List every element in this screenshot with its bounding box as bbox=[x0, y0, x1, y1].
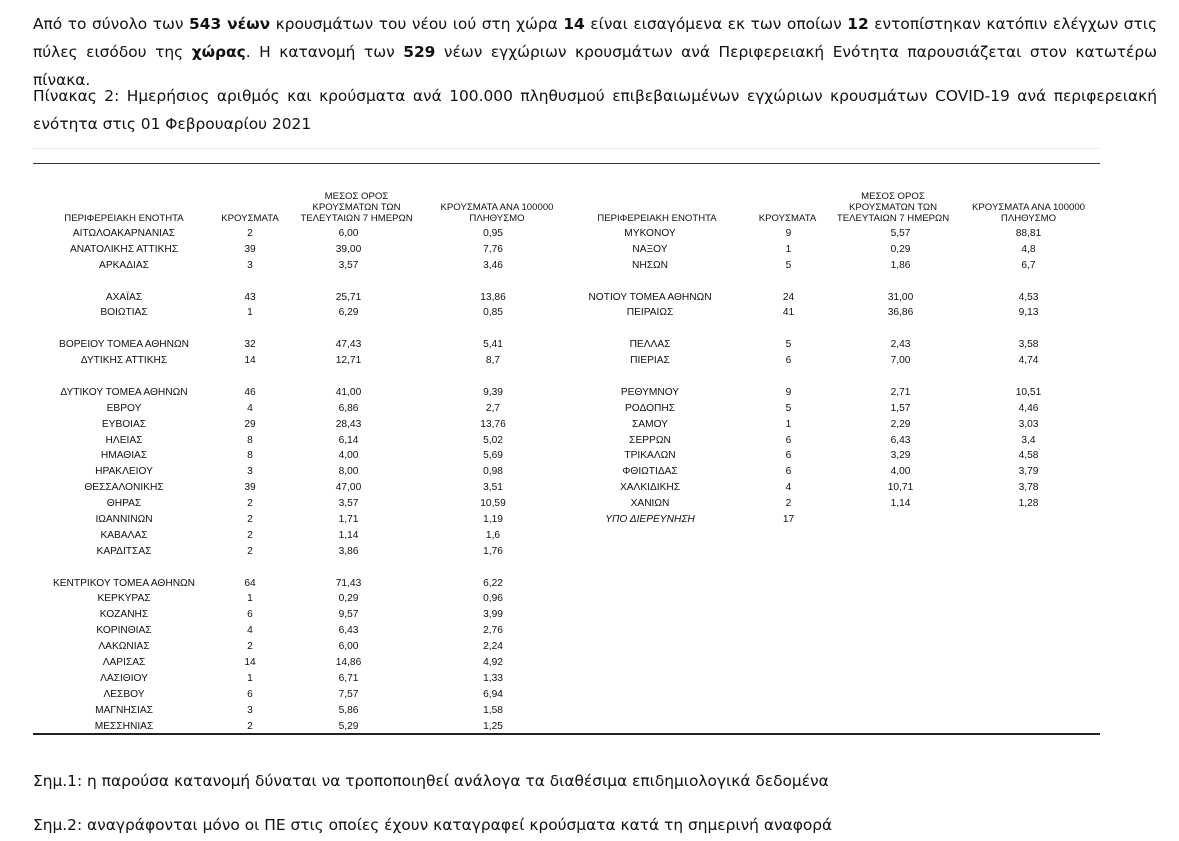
cell-per: 10,51 bbox=[1015, 386, 1042, 398]
cell-per: 3,4 bbox=[1021, 434, 1036, 446]
cell-avg: 6,00 bbox=[338, 228, 359, 239]
right-table-body bbox=[565, 226, 1098, 528]
table-row bbox=[33, 544, 574, 560]
cell-name: ΘΗΡΑΣ bbox=[106, 498, 142, 510]
cell-name: ΥΠΟ ΔΙΕΡΕΥΝΗΣΗ bbox=[605, 514, 695, 526]
cell-cases: 1 bbox=[247, 593, 253, 605]
cell-cases: 9 bbox=[785, 386, 792, 398]
spacer-row bbox=[33, 321, 574, 337]
cell-name: ΤΡΙΚΑΛΩΝ bbox=[624, 450, 676, 462]
cell-per bbox=[959, 512, 1098, 528]
intro-text: είναι εισαγόμενα εκ των οποίων bbox=[584, 15, 848, 33]
table-row bbox=[33, 639, 574, 655]
cell-per: 13,76 bbox=[480, 418, 506, 430]
cell-name: ΠΙΕΡΙΑΣ bbox=[630, 355, 670, 367]
table-row bbox=[33, 448, 574, 464]
cell-cases: 32 bbox=[244, 339, 256, 351]
cell-avg: 47,43 bbox=[335, 339, 362, 351]
cell-per: 4,46 bbox=[1018, 402, 1039, 414]
cell-cases: 6 bbox=[247, 609, 253, 621]
cell-name: ΡΕΘΥΜΝΟΥ bbox=[620, 386, 680, 398]
cell-per: 0,85 bbox=[483, 307, 503, 319]
cell-avg: 41,00 bbox=[335, 386, 362, 398]
cell-per: 4,58 bbox=[1018, 450, 1039, 462]
cell-avg: 4,00 bbox=[890, 466, 911, 478]
cell-per: 4,74 bbox=[1018, 355, 1039, 367]
cell-cases: 6 bbox=[247, 688, 253, 700]
cell-avg: 31,00 bbox=[887, 291, 914, 303]
cell-avg: 5,29 bbox=[338, 720, 359, 732]
cell-avg: 5,86 bbox=[338, 704, 359, 716]
intro-imported-cases: 14 bbox=[563, 15, 585, 33]
table-row bbox=[33, 433, 574, 449]
table-row bbox=[565, 480, 1098, 496]
cell-cases: 8 bbox=[247, 434, 253, 446]
table-row bbox=[565, 401, 1098, 417]
header-avg-right: ΜΕΣΟΣ ΟΡΟΣ ΚΡΟΥΣΜΑΤΩΝ ΤΩΝ ΤΕΛΕΥΤΑΙΩΝ 7 ΗΜΕΡΩΝ bbox=[836, 191, 950, 224]
cell-cases: 64 bbox=[244, 577, 256, 589]
spacer-row bbox=[565, 369, 1098, 385]
note-1: Σημ.1: η παρούσα κατανομή δύναται να τροποποιηθεί ανάλογα τα διαθέσιμα επιδημιολογικά δεδομένα bbox=[33, 772, 829, 790]
cell-avg: 7,00 bbox=[890, 355, 911, 367]
cell-cases: 4 bbox=[247, 625, 253, 637]
table-row bbox=[33, 655, 574, 671]
table-row bbox=[33, 401, 574, 417]
cell-name: ΧΑΝΙΩΝ bbox=[630, 498, 670, 510]
cell-avg: 0,29 bbox=[338, 593, 359, 605]
cell-per: 3,58 bbox=[1018, 339, 1039, 351]
cell-name: ΠΕΙΡΑΙΩΣ bbox=[626, 307, 674, 319]
cell-avg: 9,57 bbox=[338, 609, 359, 621]
cell-name: ΕΒΡΟΥ bbox=[106, 402, 142, 414]
cell-name: ΦΘΙΩΤΙΔΑΣ bbox=[622, 466, 678, 478]
cell-per: 1,25 bbox=[483, 720, 503, 732]
cell-name: ΚΟΖΑΝΗΣ bbox=[99, 609, 149, 621]
cell-per: 3,51 bbox=[483, 482, 503, 494]
cell-avg: 1,57 bbox=[890, 402, 911, 414]
cell-per: 9,39 bbox=[483, 386, 503, 398]
cell-per: 4,92 bbox=[483, 657, 503, 669]
table-row bbox=[33, 305, 574, 321]
cell-cases: 14 bbox=[244, 657, 256, 669]
table-row bbox=[565, 433, 1098, 449]
cell-per: 1,58 bbox=[483, 704, 503, 716]
cell-name: ΜΕΣΣΗΝΙΑΣ bbox=[94, 720, 154, 732]
cell-avg: 36,86 bbox=[887, 307, 914, 319]
cell-name: ΒΟΙΩΤΙΑΣ bbox=[100, 307, 148, 319]
cell-per: 6,94 bbox=[483, 688, 503, 700]
cell-cases: 43 bbox=[244, 291, 256, 303]
table-row bbox=[33, 417, 574, 433]
cell-cases: 6 bbox=[785, 466, 792, 478]
cell-cases: 2 bbox=[247, 529, 253, 541]
cell-name: ΑΧΑΪΑΣ bbox=[105, 291, 143, 303]
cell-avg: 1,14 bbox=[890, 498, 911, 510]
cell-per: 2,76 bbox=[483, 625, 503, 637]
cell-avg: 1,14 bbox=[338, 529, 359, 541]
cell-per: 88,81 bbox=[1015, 228, 1042, 239]
table-row bbox=[33, 576, 574, 592]
table-row bbox=[33, 496, 574, 512]
cell-avg: 3,86 bbox=[338, 545, 359, 557]
cell-cases: 4 bbox=[247, 402, 253, 414]
cell-per: 3,03 bbox=[1018, 418, 1039, 430]
table-row bbox=[565, 305, 1098, 321]
cell-cases: 2 bbox=[247, 498, 253, 510]
cell-avg: 4,00 bbox=[338, 450, 359, 462]
table-row bbox=[33, 512, 574, 528]
cell-avg: 6,86 bbox=[338, 402, 359, 414]
cell-name: ΘΕΣΣΑΛΟΝΙΚΗΣ bbox=[84, 482, 164, 494]
cell-avg: 6,71 bbox=[338, 672, 359, 684]
cell-cases: 24 bbox=[782, 291, 795, 303]
table-row bbox=[33, 687, 574, 703]
cell-per: 0,98 bbox=[483, 466, 503, 478]
cell-per: 9,13 bbox=[1018, 307, 1039, 319]
cell-per: 0,95 bbox=[483, 228, 503, 239]
cell-avg: 25,71 bbox=[335, 291, 362, 303]
table-row bbox=[33, 464, 574, 480]
cell-name: ΚΑΡΔΙΤΣΑΣ bbox=[96, 545, 152, 557]
cell-per: 3,78 bbox=[1018, 482, 1039, 494]
intro-text: εντοπίστηκαν κατόπιν ελέγχων στις πύλες εισόδου της bbox=[33, 15, 1157, 61]
cell-avg: 2,71 bbox=[890, 386, 911, 398]
cell-cases: 6 bbox=[785, 434, 792, 446]
header-per100k-left: ΚΡΟΥΣΜΑΤΑ ΑΝΑ 100000 ΠΛΗΘΥΣΜΟ bbox=[440, 202, 554, 224]
divider bbox=[33, 148, 1100, 149]
cell-cases: 2 bbox=[247, 228, 253, 239]
header-cases-left: ΚΡΟΥΣΜΑΤΑ bbox=[221, 213, 279, 224]
cell-name: ΑΙΤΩΛΟΑΚΑΡΝΑΝΙΑΣ bbox=[72, 228, 176, 239]
cell-name: ΑΝΑΤΟΛΙΚΗΣ ΑΤΤΙΚΗΣ bbox=[69, 243, 179, 255]
intro-text: . Η κατανομή των bbox=[245, 43, 404, 61]
cell-cases: 2 bbox=[785, 498, 792, 510]
cell-avg: 6,43 bbox=[890, 434, 911, 446]
table-row bbox=[565, 417, 1098, 433]
intro-total-cases: 543 νέων bbox=[189, 15, 271, 33]
cell-cases: 5 bbox=[785, 402, 792, 414]
table-row bbox=[33, 290, 574, 306]
cell-name: ΡΟΔΟΠΗΣ bbox=[624, 402, 676, 414]
cell-avg: 3,57 bbox=[338, 259, 359, 271]
cell-avg: 2,43 bbox=[890, 339, 911, 351]
cell-cases: 8 bbox=[247, 450, 253, 462]
cell-cases: 3 bbox=[247, 259, 253, 271]
cell-per: 4,53 bbox=[1018, 291, 1039, 303]
cell-cases: 14 bbox=[244, 355, 256, 367]
table-row bbox=[565, 242, 1098, 258]
cell-cases: 6 bbox=[785, 450, 792, 462]
table-row bbox=[33, 353, 574, 369]
intro-text: Από το σύνολο των bbox=[33, 15, 190, 33]
header-region-right: ΠΕΡΙΦΕΡΕΙΑΚΗ ΕΝΟΤΗΤΑ bbox=[597, 213, 717, 224]
cell-cases: 39 bbox=[244, 482, 256, 494]
cell-name: ΣΑΜΟΥ bbox=[632, 418, 668, 430]
table-row bbox=[33, 385, 574, 401]
cell-name: ΣΕΡΡΩΝ bbox=[629, 434, 671, 446]
cell-name: ΗΛΕΙΑΣ bbox=[105, 434, 143, 446]
table-caption: Πίνακας 2: Ημερήσιος αριθμός και κρούσματα ανά 100.000 πληθυσμού επιβεβαιωμένων εγχώριων κρουσμάτων COVID-19 ανά περιφερειακή ενότητα στις 01 Φεβρουαρίου 2021 bbox=[33, 87, 1157, 133]
cell-name: ΝΑΞΟΥ bbox=[632, 243, 668, 255]
cell-per: 1,76 bbox=[483, 545, 503, 557]
cell-per: 5,02 bbox=[483, 434, 503, 446]
cell-avg: 0,29 bbox=[890, 243, 911, 255]
cell-name: ΔΥΤΙΚΗΣ ΑΤΤΙΚΗΣ bbox=[80, 355, 168, 367]
cell-per: 3,79 bbox=[1018, 466, 1039, 478]
cell-cases: 29 bbox=[244, 418, 256, 430]
table-row bbox=[565, 353, 1098, 369]
cell-avg: 3,29 bbox=[890, 450, 911, 462]
spacer-row bbox=[33, 560, 574, 576]
cell-cases: 2 bbox=[247, 720, 253, 732]
cell-name: ΝΟΤΙΟΥ ΤΟΜΕΑ ΑΘΗΝΩΝ bbox=[588, 291, 712, 303]
cell-cases: 1 bbox=[785, 243, 792, 255]
cell-per: 1,6 bbox=[485, 529, 501, 541]
cell-avg: 5,57 bbox=[890, 228, 911, 239]
table-row bbox=[33, 671, 574, 687]
table-row bbox=[33, 623, 574, 639]
intro-text: νέων εγχώριων κρουσμάτων ανά Περιφερειακή Ενότητα παρουσιάζεται στον κατωτέρω πίνακα. bbox=[33, 43, 1157, 89]
cell-avg: 1,86 bbox=[890, 259, 911, 271]
cell-avg: 28,43 bbox=[335, 418, 362, 430]
cell-per: 1,19 bbox=[483, 514, 503, 526]
cell-avg: 7,57 bbox=[338, 688, 359, 700]
cell-per: 10,59 bbox=[480, 498, 506, 510]
cell-name: ΒΟΡΕΙΟΥ ΤΟΜΕΑ ΑΘΗΝΩΝ bbox=[59, 339, 189, 351]
cell-per: 7,76 bbox=[483, 243, 503, 255]
spacer-row bbox=[33, 274, 574, 290]
cell-cases: 17 bbox=[782, 514, 795, 526]
spacer-row bbox=[565, 321, 1098, 337]
cell-name: ΜΑΓΝΗΣΙΑΣ bbox=[95, 704, 153, 716]
cell-cases: 3 bbox=[247, 466, 253, 478]
cell-avg: 47,00 bbox=[335, 482, 362, 494]
intro-bold-word: χώρας bbox=[191, 43, 246, 61]
cell-avg: 8,00 bbox=[338, 466, 359, 478]
cell-per: 1,28 bbox=[1018, 498, 1039, 510]
intro-domestic-cases: 529 bbox=[403, 43, 436, 61]
table-row bbox=[33, 591, 574, 607]
cell-cases: 2 bbox=[247, 641, 253, 653]
cell-per: 8,7 bbox=[485, 355, 501, 367]
cell-cases: 1 bbox=[785, 418, 792, 430]
cell-name: ΛΑΣΙΘΙΟΥ bbox=[100, 672, 148, 684]
cell-name: ΕΥΒΟΙΑΣ bbox=[101, 418, 147, 430]
cell-name: ΙΩΑΝΝΙΝΩΝ bbox=[95, 514, 153, 526]
table-row bbox=[565, 337, 1098, 353]
cell-cases: 2 bbox=[247, 545, 253, 557]
table-row bbox=[565, 496, 1098, 512]
table-row bbox=[33, 607, 574, 623]
cell-per: 5,69 bbox=[483, 450, 503, 462]
header-cases-right: ΚΡΟΥΣΜΑΤΑ bbox=[758, 213, 817, 224]
table-row bbox=[33, 242, 574, 258]
cell-name: ΔΥΤΙΚΟΥ ΤΟΜΕΑ ΑΘΗΝΩΝ bbox=[60, 386, 188, 398]
cell-cases: 2 bbox=[247, 514, 253, 526]
cell-name: ΧΑΛΚΙΔΙΚΗΣ bbox=[619, 482, 681, 494]
cell-cases: 6 bbox=[785, 355, 792, 367]
cell-cases: 1 bbox=[247, 307, 253, 319]
cell-avg: 6,14 bbox=[338, 434, 359, 446]
cell-name: ΛΑΚΩΝΙΑΣ bbox=[98, 641, 150, 653]
spacer-row bbox=[565, 274, 1098, 290]
table-bottom-rule bbox=[33, 733, 1100, 735]
cell-per: 2,24 bbox=[483, 641, 503, 653]
table-row bbox=[565, 512, 1098, 528]
cell-name: ΚΟΡΙΝΘΙΑΣ bbox=[96, 625, 152, 637]
cell-avg: 14,86 bbox=[335, 657, 362, 669]
table-row bbox=[33, 226, 574, 242]
cell-avg: 71,43 bbox=[335, 577, 362, 589]
table-row bbox=[33, 528, 574, 544]
header-avg-left: ΜΕΣΟΣ ΟΡΟΣ ΚΡΟΥΣΜΑΤΩΝ ΤΩΝ ΤΕΛΕΥΤΑΙΩΝ 7 ΗΜΕΡΩΝ bbox=[300, 191, 413, 224]
header-region-left: ΠΕΡΙΦΕΡΕΙΑΚΗ ΕΝΟΤΗΤΑ bbox=[64, 213, 184, 224]
cell-per: 3,99 bbox=[483, 609, 503, 621]
cell-name: ΚΑΒΑΛΑΣ bbox=[100, 529, 148, 541]
cell-avg: 6,29 bbox=[338, 307, 359, 319]
cell-per: 6,22 bbox=[483, 577, 503, 589]
cell-cases: 4 bbox=[785, 482, 792, 494]
cell-avg: 12,71 bbox=[335, 355, 362, 367]
cell-avg: 6,43 bbox=[338, 625, 359, 637]
cell-name: ΛΕΣΒΟΥ bbox=[103, 688, 145, 700]
cell-cases: 5 bbox=[785, 339, 792, 351]
cell-name: ΗΡΑΚΛΕΙΟΥ bbox=[95, 466, 153, 478]
table-top-rule bbox=[33, 163, 1100, 164]
cell-per: 3,46 bbox=[483, 259, 503, 271]
table-row bbox=[565, 290, 1098, 306]
cell-cases: 39 bbox=[244, 243, 256, 255]
table-row bbox=[33, 258, 574, 274]
cell-cases: 1 bbox=[247, 672, 253, 684]
cell-avg: 2,29 bbox=[890, 418, 911, 430]
cell-per: 1,33 bbox=[483, 672, 503, 684]
table-row bbox=[565, 258, 1098, 274]
cell-per: 5,41 bbox=[483, 339, 503, 351]
cell-name: ΚΕΝΤΡΙΚΟΥ ΤΟΜΕΑ ΑΘΗΝΩΝ bbox=[52, 577, 196, 589]
table-row bbox=[33, 703, 574, 719]
table-row bbox=[33, 480, 574, 496]
cell-per: 0,96 bbox=[483, 593, 503, 605]
cell-cases: 5 bbox=[785, 259, 792, 271]
cell-avg bbox=[842, 512, 959, 528]
cell-avg: 1,71 bbox=[338, 514, 359, 526]
cell-per: 13,86 bbox=[480, 291, 506, 303]
cell-name: ΑΡΚΑΔΙΑΣ bbox=[99, 259, 149, 271]
spacer-row bbox=[33, 369, 574, 385]
cell-per: 4,8 bbox=[1021, 243, 1036, 255]
cell-avg: 39,00 bbox=[335, 243, 362, 255]
cell-cases: 3 bbox=[247, 704, 253, 716]
cell-per: 2,7 bbox=[485, 402, 501, 414]
cell-name: ΗΜΑΘΙΑΣ bbox=[100, 450, 148, 462]
cell-avg: 10,71 bbox=[887, 482, 914, 494]
intro-text: κρουσμάτων του νέου ιού στη χώρα bbox=[270, 15, 564, 33]
cell-cases: 9 bbox=[785, 228, 792, 239]
cell-avg: 3,57 bbox=[338, 498, 359, 510]
cell-cases: 46 bbox=[244, 386, 256, 398]
cell-cases: 41 bbox=[782, 307, 795, 319]
note-2: Σημ.2: αναγράφονται μόνο οι ΠΕ στις οποίες έχουν καταγραφεί κρούσματα κατά τη σημερινή αναφορά bbox=[33, 816, 833, 834]
intro-border-cases: 12 bbox=[847, 15, 869, 33]
cell-name: ΠΕΛΛΑΣ bbox=[629, 339, 671, 351]
cell-name: ΚΕΡΚΥΡΑΣ bbox=[97, 593, 151, 605]
cell-name: ΝΗΣΩΝ bbox=[632, 259, 668, 271]
cell-per: 6,7 bbox=[1021, 259, 1036, 271]
table-row bbox=[565, 226, 1098, 242]
cell-avg: 6,00 bbox=[338, 641, 359, 653]
left-table-body bbox=[33, 226, 574, 735]
table-row bbox=[565, 385, 1098, 401]
header-per100k-right: ΚΡΟΥΣΜΑΤΑ ΑΝΑ 100000 ΠΛΗΘΥΣΜΟ bbox=[972, 202, 1085, 224]
table-row bbox=[565, 464, 1098, 480]
table-row bbox=[33, 337, 574, 353]
cell-name: ΛΑΡΙΣΑΣ bbox=[102, 657, 146, 669]
cell-name: ΜΥΚΟΝΟΥ bbox=[624, 228, 676, 239]
table-row bbox=[565, 448, 1098, 464]
